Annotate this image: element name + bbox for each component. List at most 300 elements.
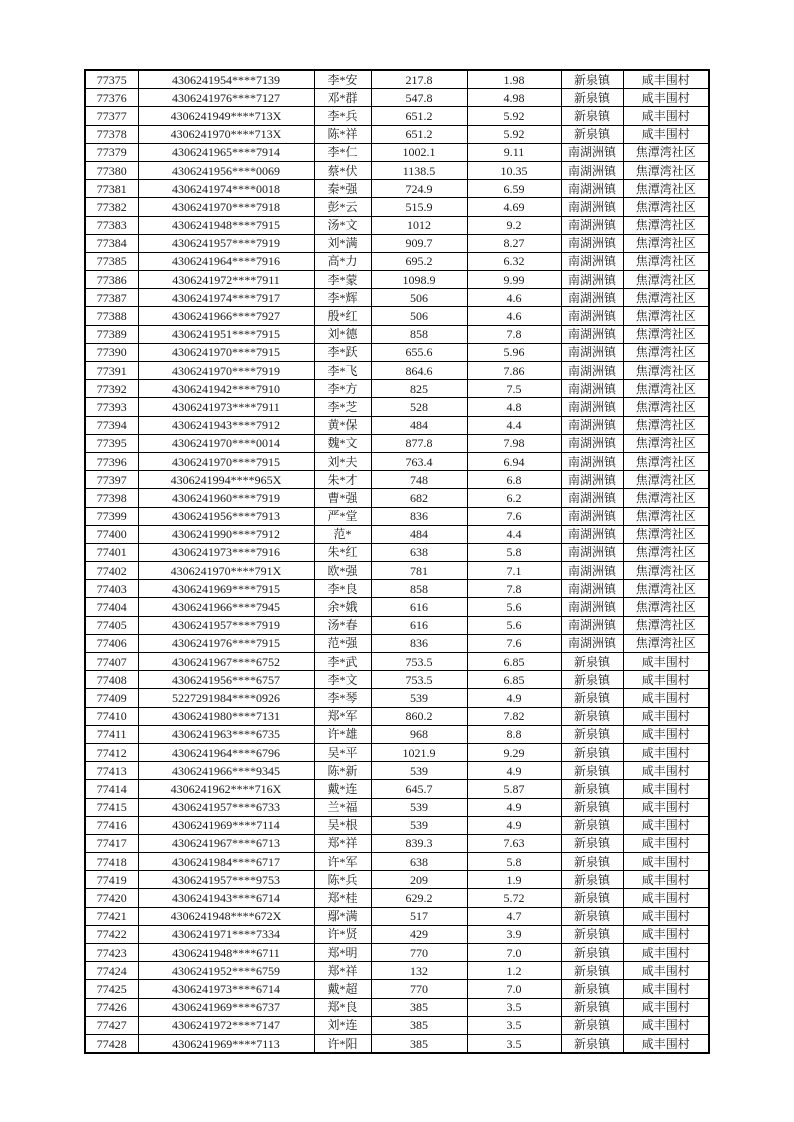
cell-serial: 77381 — [85, 180, 138, 198]
cell-village: 焦潭湾社区 — [623, 307, 709, 325]
cell-village: 咸丰围村 — [623, 743, 709, 761]
cell-amount: 763.4 — [371, 452, 467, 470]
cell-town: 新泉镇 — [561, 689, 623, 707]
cell-village: 焦潭湾社区 — [623, 289, 709, 307]
cell-village: 咸丰围村 — [623, 853, 709, 871]
cell-id-number: 4306241970****0014 — [138, 434, 314, 452]
cell-town: 新泉镇 — [561, 907, 623, 925]
cell-id-number: 4306241948****7915 — [138, 216, 314, 234]
cell-area: 9.29 — [467, 743, 561, 761]
cell-area: 5.92 — [467, 107, 561, 125]
table-row — [85, 471, 709, 489]
table-container — [84, 69, 710, 1054]
cell-serial: 77425 — [85, 980, 138, 998]
cell-town: 南湖洲镇 — [561, 380, 623, 398]
cell-id-number: 4306241969****6737 — [138, 998, 314, 1016]
cell-village: 焦潭湾社区 — [623, 216, 709, 234]
cell-area: 6.32 — [467, 252, 561, 270]
cell-id-number: 4306241973****7916 — [138, 543, 314, 561]
cell-name: 高*力 — [314, 252, 371, 270]
cell-amount: 781 — [371, 562, 467, 580]
cell-id-number: 4306241970****791X — [138, 562, 314, 580]
cell-area: 7.63 — [467, 834, 561, 852]
cell-area: 6.59 — [467, 180, 561, 198]
cell-serial: 77428 — [85, 1034, 138, 1053]
cell-area: 4.6 — [467, 289, 561, 307]
cell-village: 焦潭湾社区 — [623, 271, 709, 289]
cell-area: 7.6 — [467, 634, 561, 652]
cell-name: 郑*军 — [314, 707, 371, 725]
table-row — [85, 507, 709, 525]
cell-village: 焦潭湾社区 — [623, 398, 709, 416]
cell-area: 4.69 — [467, 198, 561, 216]
table-row — [85, 707, 709, 725]
table-row — [85, 1034, 709, 1053]
cell-village: 咸丰围村 — [623, 798, 709, 816]
cell-village: 焦潭湾社区 — [623, 634, 709, 652]
cell-serial: 77399 — [85, 507, 138, 525]
cell-id-number: 4306241969****7114 — [138, 816, 314, 834]
cell-town: 南湖洲镇 — [561, 234, 623, 252]
cell-town: 新泉镇 — [561, 925, 623, 943]
cell-town: 新泉镇 — [561, 780, 623, 798]
table-row — [85, 525, 709, 543]
cell-amount: 858 — [371, 325, 467, 343]
cell-town: 南湖洲镇 — [561, 598, 623, 616]
cell-area: 6.8 — [467, 471, 561, 489]
cell-serial: 77382 — [85, 198, 138, 216]
cell-village: 咸丰围村 — [623, 1034, 709, 1053]
cell-village: 焦潭湾社区 — [623, 616, 709, 634]
cell-name: 李*辉 — [314, 289, 371, 307]
cell-amount: 429 — [371, 925, 467, 943]
cell-serial: 77379 — [85, 143, 138, 161]
cell-area: 4.98 — [467, 89, 561, 107]
table-row — [85, 362, 709, 380]
cell-area: 4.9 — [467, 762, 561, 780]
cell-name: 李*文 — [314, 671, 371, 689]
cell-village: 焦潭湾社区 — [623, 252, 709, 270]
cell-name: 刘*德 — [314, 325, 371, 343]
cell-id-number: 4306241943****6714 — [138, 889, 314, 907]
cell-village: 焦潭湾社区 — [623, 452, 709, 470]
cell-serial: 77392 — [85, 380, 138, 398]
cell-amount: 860.2 — [371, 707, 467, 725]
cell-amount: 682 — [371, 489, 467, 507]
cell-id-number: 4306241976****7127 — [138, 89, 314, 107]
cell-town: 新泉镇 — [561, 725, 623, 743]
cell-id-number: 4306241970****713X — [138, 125, 314, 143]
cell-name: 严*堂 — [314, 507, 371, 525]
table-row — [85, 562, 709, 580]
cell-name: 余*娥 — [314, 598, 371, 616]
cell-name: 许*雄 — [314, 725, 371, 743]
cell-village: 咸丰围村 — [623, 653, 709, 671]
cell-village: 咸丰围村 — [623, 907, 709, 925]
cell-serial: 77417 — [85, 834, 138, 852]
table-body — [85, 70, 709, 1053]
cell-name: 李*跃 — [314, 343, 371, 361]
table-row — [85, 580, 709, 598]
cell-village: 焦潭湾社区 — [623, 525, 709, 543]
cell-serial: 77416 — [85, 816, 138, 834]
cell-id-number: 4306241960****7919 — [138, 489, 314, 507]
cell-area: 4.8 — [467, 398, 561, 416]
cell-serial: 77406 — [85, 634, 138, 652]
cell-town: 南湖洲镇 — [561, 161, 623, 179]
cell-amount: 484 — [371, 416, 467, 434]
cell-amount: 651.2 — [371, 125, 467, 143]
cell-amount: 539 — [371, 798, 467, 816]
cell-amount: 839.3 — [371, 834, 467, 852]
cell-amount: 877.8 — [371, 434, 467, 452]
cell-id-number: 4306241948****6711 — [138, 944, 314, 962]
cell-name: 兰*福 — [314, 798, 371, 816]
cell-town: 南湖洲镇 — [561, 271, 623, 289]
cell-village: 咸丰围村 — [623, 1016, 709, 1034]
table-row — [85, 252, 709, 270]
cell-area: 6.85 — [467, 671, 561, 689]
cell-town: 南湖洲镇 — [561, 634, 623, 652]
cell-town: 新泉镇 — [561, 834, 623, 852]
cell-id-number: 4306241951****7915 — [138, 325, 314, 343]
cell-id-number: 4306241956****7913 — [138, 507, 314, 525]
cell-name: 鄢*满 — [314, 907, 371, 925]
cell-village: 焦潭湾社区 — [623, 161, 709, 179]
table-row — [85, 598, 709, 616]
table-row — [85, 944, 709, 962]
cell-village: 焦潭湾社区 — [623, 180, 709, 198]
table-row — [85, 834, 709, 852]
cell-village: 咸丰围村 — [623, 925, 709, 943]
cell-village: 焦潭湾社区 — [623, 562, 709, 580]
cell-village: 咸丰围村 — [623, 70, 709, 89]
cell-amount: 858 — [371, 580, 467, 598]
cell-serial: 77386 — [85, 271, 138, 289]
cell-name: 邓*群 — [314, 89, 371, 107]
cell-amount: 539 — [371, 762, 467, 780]
cell-area: 7.86 — [467, 362, 561, 380]
table-row — [85, 998, 709, 1016]
cell-amount: 1021.9 — [371, 743, 467, 761]
cell-name: 黄*保 — [314, 416, 371, 434]
table-row — [85, 398, 709, 416]
cell-name: 郑*桂 — [314, 889, 371, 907]
cell-town: 南湖洲镇 — [561, 252, 623, 270]
cell-amount: 695.2 — [371, 252, 467, 270]
cell-town: 新泉镇 — [561, 962, 623, 980]
table-row — [85, 161, 709, 179]
table-row — [85, 107, 709, 125]
cell-area: 7.8 — [467, 580, 561, 598]
cell-town: 新泉镇 — [561, 853, 623, 871]
cell-area: 7.98 — [467, 434, 561, 452]
cell-town: 新泉镇 — [561, 107, 623, 125]
cell-name: 郑*明 — [314, 944, 371, 962]
cell-name: 陈*新 — [314, 762, 371, 780]
table-row — [85, 816, 709, 834]
cell-area: 5.96 — [467, 343, 561, 361]
cell-area: 3.5 — [467, 1034, 561, 1053]
cell-serial: 77395 — [85, 434, 138, 452]
cell-id-number: 4306241969****7113 — [138, 1034, 314, 1053]
cell-village: 咸丰围村 — [623, 816, 709, 834]
cell-village: 焦潭湾社区 — [623, 234, 709, 252]
cell-serial: 77403 — [85, 580, 138, 598]
cell-village: 焦潭湾社区 — [623, 434, 709, 452]
cell-amount: 645.7 — [371, 780, 467, 798]
cell-name: 刘*夫 — [314, 452, 371, 470]
table-row — [85, 762, 709, 780]
cell-id-number: 4306241956****6757 — [138, 671, 314, 689]
cell-name: 许*阳 — [314, 1034, 371, 1053]
cell-serial: 77402 — [85, 562, 138, 580]
table-row — [85, 271, 709, 289]
cell-name: 陈*兵 — [314, 871, 371, 889]
cell-serial: 77412 — [85, 743, 138, 761]
cell-amount: 217.8 — [371, 70, 467, 89]
cell-id-number: 4306241965****7914 — [138, 143, 314, 161]
cell-serial: 77426 — [85, 998, 138, 1016]
cell-name: 许*贤 — [314, 925, 371, 943]
cell-town: 南湖洲镇 — [561, 434, 623, 452]
cell-name: 刘*满 — [314, 234, 371, 252]
cell-village: 咸丰围村 — [623, 671, 709, 689]
cell-town: 新泉镇 — [561, 998, 623, 1016]
cell-village: 焦潭湾社区 — [623, 380, 709, 398]
cell-town: 新泉镇 — [561, 871, 623, 889]
table-row — [85, 452, 709, 470]
cell-name: 秦*强 — [314, 180, 371, 198]
cell-amount: 655.6 — [371, 343, 467, 361]
table-row — [85, 653, 709, 671]
cell-serial: 77400 — [85, 525, 138, 543]
cell-village: 咸丰围村 — [623, 980, 709, 998]
cell-id-number: 4306241974****0018 — [138, 180, 314, 198]
cell-id-number: 4306241973****7911 — [138, 398, 314, 416]
cell-name: 许*军 — [314, 853, 371, 871]
cell-area: 10.35 — [467, 161, 561, 179]
cell-area: 4.4 — [467, 416, 561, 434]
cell-name: 朱*红 — [314, 543, 371, 561]
cell-serial: 77375 — [85, 70, 138, 89]
cell-id-number: 5227291984****0926 — [138, 689, 314, 707]
cell-name: 陈*祥 — [314, 125, 371, 143]
cell-area: 8.8 — [467, 725, 561, 743]
cell-name: 李*蒙 — [314, 271, 371, 289]
table-row — [85, 89, 709, 107]
table-row — [85, 70, 709, 89]
cell-amount: 836 — [371, 507, 467, 525]
cell-id-number: 4306241943****7912 — [138, 416, 314, 434]
cell-amount: 515.9 — [371, 198, 467, 216]
cell-town: 南湖洲镇 — [561, 307, 623, 325]
table-row — [85, 907, 709, 925]
cell-town: 新泉镇 — [561, 1016, 623, 1034]
cell-amount: 517 — [371, 907, 467, 925]
cell-serial: 77388 — [85, 307, 138, 325]
cell-serial: 77376 — [85, 89, 138, 107]
cell-id-number: 4306241976****7915 — [138, 634, 314, 652]
cell-town: 南湖洲镇 — [561, 489, 623, 507]
cell-area: 1.2 — [467, 962, 561, 980]
cell-serial: 77378 — [85, 125, 138, 143]
cell-amount: 748 — [371, 471, 467, 489]
cell-town: 新泉镇 — [561, 762, 623, 780]
cell-id-number: 4306241974****7917 — [138, 289, 314, 307]
cell-id-number: 4306241967****6713 — [138, 834, 314, 852]
cell-amount: 651.2 — [371, 107, 467, 125]
cell-town: 新泉镇 — [561, 671, 623, 689]
cell-serial: 77410 — [85, 707, 138, 725]
cell-village: 咸丰围村 — [623, 962, 709, 980]
cell-serial: 77424 — [85, 962, 138, 980]
cell-amount: 825 — [371, 380, 467, 398]
cell-amount: 547.8 — [371, 89, 467, 107]
cell-village: 咸丰围村 — [623, 889, 709, 907]
cell-area: 7.5 — [467, 380, 561, 398]
cell-name: 戴*连 — [314, 780, 371, 798]
cell-village: 焦潭湾社区 — [623, 416, 709, 434]
cell-area: 5.6 — [467, 598, 561, 616]
cell-serial: 77384 — [85, 234, 138, 252]
cell-town: 南湖洲镇 — [561, 343, 623, 361]
beneficiary-table — [84, 69, 710, 1054]
cell-area: 6.85 — [467, 653, 561, 671]
cell-id-number: 4306241966****7945 — [138, 598, 314, 616]
cell-town: 新泉镇 — [561, 980, 623, 998]
cell-serial: 77407 — [85, 653, 138, 671]
cell-serial: 77383 — [85, 216, 138, 234]
cell-village: 咸丰围村 — [623, 780, 709, 798]
cell-id-number: 4306241972****7147 — [138, 1016, 314, 1034]
cell-name: 汤*春 — [314, 616, 371, 634]
cell-village: 咸丰围村 — [623, 707, 709, 725]
cell-village: 焦潭湾社区 — [623, 543, 709, 561]
cell-amount: 385 — [371, 998, 467, 1016]
cell-area: 7.8 — [467, 325, 561, 343]
cell-town: 南湖洲镇 — [561, 325, 623, 343]
cell-amount: 1012 — [371, 216, 467, 234]
cell-town: 新泉镇 — [561, 125, 623, 143]
cell-name: 李*芝 — [314, 398, 371, 416]
cell-name: 李*武 — [314, 653, 371, 671]
cell-area: 5.8 — [467, 853, 561, 871]
table-row — [85, 725, 709, 743]
cell-id-number: 4306241966****7927 — [138, 307, 314, 325]
cell-serial: 77393 — [85, 398, 138, 416]
cell-area: 7.1 — [467, 562, 561, 580]
table-row — [85, 325, 709, 343]
cell-amount: 539 — [371, 689, 467, 707]
cell-town: 南湖洲镇 — [561, 525, 623, 543]
table-row — [85, 1016, 709, 1034]
cell-serial: 77411 — [85, 725, 138, 743]
cell-village: 咸丰围村 — [623, 725, 709, 743]
cell-serial: 77422 — [85, 925, 138, 943]
cell-village: 焦潭湾社区 — [623, 325, 709, 343]
cell-serial: 77377 — [85, 107, 138, 125]
cell-id-number: 4306241957****7919 — [138, 616, 314, 634]
table-row — [85, 289, 709, 307]
cell-id-number: 4306241942****7910 — [138, 380, 314, 398]
cell-id-number: 4306241984****6717 — [138, 853, 314, 871]
cell-id-number: 4306241964****7916 — [138, 252, 314, 270]
cell-town: 南湖洲镇 — [561, 543, 623, 561]
cell-amount: 385 — [371, 1034, 467, 1053]
cell-serial: 77414 — [85, 780, 138, 798]
table-row — [85, 780, 709, 798]
cell-serial: 77397 — [85, 471, 138, 489]
cell-name: 吴*平 — [314, 743, 371, 761]
cell-name: 吴*根 — [314, 816, 371, 834]
cell-id-number: 4306241970****7915 — [138, 343, 314, 361]
cell-town: 南湖洲镇 — [561, 398, 623, 416]
cell-serial: 77396 — [85, 452, 138, 470]
cell-amount: 629.2 — [371, 889, 467, 907]
table-row — [85, 798, 709, 816]
cell-name: 殷*红 — [314, 307, 371, 325]
cell-area: 4.9 — [467, 816, 561, 834]
table-row — [85, 143, 709, 161]
cell-town: 南湖洲镇 — [561, 562, 623, 580]
cell-amount: 909.7 — [371, 234, 467, 252]
cell-id-number: 4306241970****7919 — [138, 362, 314, 380]
cell-id-number: 4306241980****7131 — [138, 707, 314, 725]
table-row — [85, 889, 709, 907]
cell-id-number: 4306241962****716X — [138, 780, 314, 798]
cell-amount: 1002.1 — [371, 143, 467, 161]
cell-id-number: 4306241994****965X — [138, 471, 314, 489]
cell-area: 5.87 — [467, 780, 561, 798]
cell-name: 李*方 — [314, 380, 371, 398]
cell-name: 彭*云 — [314, 198, 371, 216]
cell-village: 焦潭湾社区 — [623, 362, 709, 380]
cell-area: 6.94 — [467, 452, 561, 470]
cell-village: 焦潭湾社区 — [623, 143, 709, 161]
cell-town: 南湖洲镇 — [561, 471, 623, 489]
table-row — [85, 307, 709, 325]
cell-serial: 77390 — [85, 343, 138, 361]
cell-area: 5.92 — [467, 125, 561, 143]
table-row — [85, 198, 709, 216]
table-row — [85, 343, 709, 361]
cell-village: 焦潭湾社区 — [623, 471, 709, 489]
cell-town: 新泉镇 — [561, 743, 623, 761]
cell-amount: 1098.9 — [371, 271, 467, 289]
cell-town: 新泉镇 — [561, 798, 623, 816]
cell-village: 咸丰围村 — [623, 998, 709, 1016]
cell-serial: 77385 — [85, 252, 138, 270]
cell-id-number: 4306241956****0069 — [138, 161, 314, 179]
cell-amount: 864.6 — [371, 362, 467, 380]
cell-area: 8.27 — [467, 234, 561, 252]
table-row — [85, 925, 709, 943]
cell-village: 咸丰围村 — [623, 89, 709, 107]
cell-serial: 77394 — [85, 416, 138, 434]
cell-amount: 484 — [371, 525, 467, 543]
cell-name: 范*强 — [314, 634, 371, 652]
cell-name: 郑*祥 — [314, 962, 371, 980]
cell-serial: 77408 — [85, 671, 138, 689]
table-row — [85, 743, 709, 761]
cell-amount: 770 — [371, 944, 467, 962]
cell-area: 3.5 — [467, 1016, 561, 1034]
cell-town: 南湖洲镇 — [561, 143, 623, 161]
cell-village: 咸丰围村 — [623, 762, 709, 780]
cell-name: 朱*才 — [314, 471, 371, 489]
cell-name: 李*仁 — [314, 143, 371, 161]
